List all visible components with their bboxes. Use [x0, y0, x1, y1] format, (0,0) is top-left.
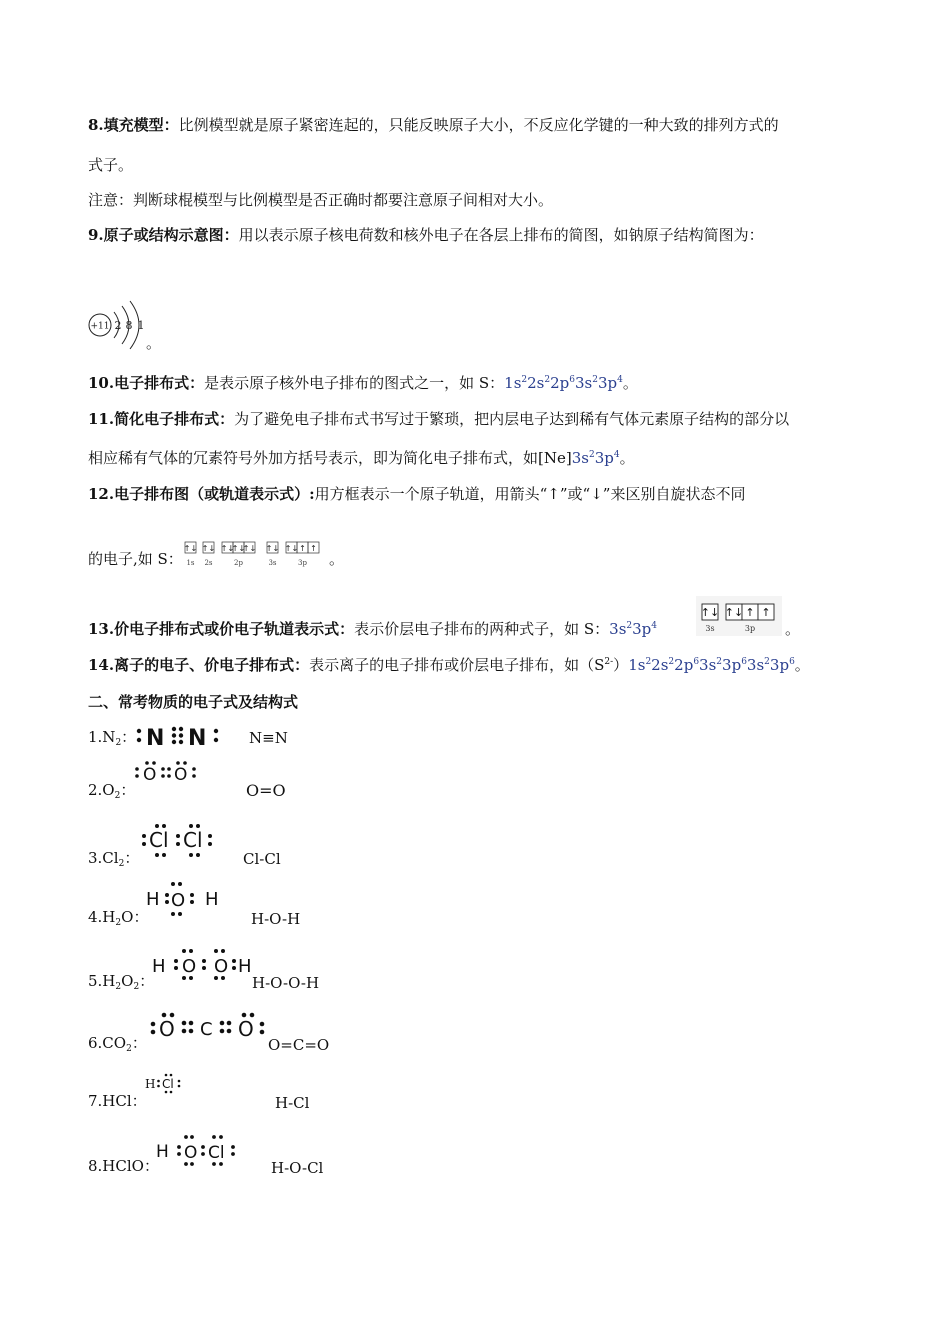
valence-orbital-label-3s: 3s: [705, 624, 715, 633]
molecule-label-hcl: 7.HCl：: [88, 1092, 147, 1110]
s10-formula: $1s^22s^22p^63s^23p^4$: [504, 374, 623, 392]
section-2-title: 二、常考物质的电子式及结构式: [88, 693, 299, 711]
nucleus-charge: +11: [90, 321, 110, 332]
molecule-label-hclo: 8.HClO：: [88, 1157, 159, 1175]
section-8-note: 注意：判断球棍模型与比例模型是否正确时都要注意原子间相对大小。: [88, 191, 554, 209]
lewis-co2-atom-1: O: [159, 1017, 175, 1041]
section-12-line1: [88, 487, 745, 502]
section-11-title: 11.简化电子排布式：: [88, 410, 235, 428]
structure-n2: N≡N: [249, 729, 288, 747]
lewis-hclo-atom-1: H: [156, 1142, 169, 1162]
structure-h2o: H-O-H: [251, 910, 301, 928]
lewis-cl2: [140, 822, 216, 862]
section-14-title: 14.离子的电子、价电子排布式：: [88, 656, 310, 674]
lewis-o2: [134, 760, 198, 786]
orbital-label-1s: 1s: [186, 559, 195, 567]
svg-text:↑: ↑: [761, 606, 771, 619]
structure-o2: O=O: [246, 781, 286, 800]
orbital-label-2s: 2s: [204, 559, 213, 567]
section-9-end: 。: [146, 334, 162, 352]
svg-text:↑↓: ↑↓: [184, 544, 198, 553]
section-13-line: [88, 622, 657, 637]
lewis-h2o-atom-2: O: [171, 890, 186, 911]
valence-orbital-label-3p: 3p: [744, 624, 756, 633]
s14-formula: $1s^22s^22p^63s^23p^63s^23p^6$: [628, 656, 795, 674]
section-13-title: 13.价电子排布式或价电子轨道表示式：: [88, 620, 355, 638]
lewis-n2-atom-2: N: [188, 726, 207, 750]
section-11-line1: [88, 412, 789, 427]
svg-text:↑↓: ↑↓: [284, 544, 299, 553]
lewis-h2o-atom-1: H: [146, 889, 160, 910]
orbital-label-3p: 3p: [298, 559, 307, 567]
section-10-line: 10.电子排布式：是表示原子核外电子排布的图式之一，如 S：$1s^22s^22p^63s^23p^4$。: [88, 374, 638, 392]
s12-orbital-diagram: [184, 541, 329, 569]
shell-count-2: 8: [125, 319, 133, 332]
lewis-hclo-atom-2: O: [184, 1143, 198, 1163]
svg-text:↑↓: ↑↓: [220, 544, 235, 553]
section-13-end: 。: [785, 620, 801, 638]
svg-text:↑: ↑: [310, 544, 317, 553]
lewis-co2: [148, 1010, 266, 1044]
lewis-hcl-atom-1: H: [145, 1077, 156, 1091]
section-8-text1: 比例模型就是原子紧密连起的，只能反映原子大小，不反应化学键的一种大致的排列方式的: [178, 116, 779, 134]
molecule-label-h2o: $4.H_2O$：: [88, 908, 149, 928]
lewis-h2o2-atom-3: O: [214, 956, 229, 977]
section-9-line: [88, 228, 764, 243]
s11-formula: $3s^23p^4$: [571, 449, 620, 467]
section-14-line: 14.离子的电子、价电子排布式：表示离子的电子排布或价层电子排布，如$(S^{2-})1s^22s^22p^63s^23p^63s^23p^6$。: [88, 656, 810, 674]
structure-hclo: H-O-Cl: [271, 1159, 324, 1177]
section-12-title: 12.电子排布图（或轨道表示式）:: [88, 485, 315, 503]
orbital-label-3s: 3s: [268, 559, 277, 567]
lewis-h2o2: [150, 946, 252, 984]
svg-text:↑↓: ↑↓: [724, 606, 744, 619]
sodium-atom-diagram: [86, 298, 148, 350]
section-12-end: 。: [329, 550, 345, 568]
lewis-o2-atom-2: O: [174, 765, 188, 785]
section-12-line2: 的电子,如 S：: [88, 550, 183, 568]
lewis-h2o2-atom-4: H: [238, 956, 252, 977]
structure-cl2: Cl-Cl: [243, 850, 281, 868]
structure-co2: O=C=O: [268, 1036, 330, 1054]
lewis-co2-atom-2: C: [200, 1019, 213, 1040]
lewis-h2o2-atom-2: O: [182, 956, 197, 977]
svg-text:↑↓: ↑↓: [700, 606, 720, 619]
section-11-text1: 为了避免电子排布式书写过于繁琐，把内层电子达到稀有气体元素原子结构的部分以: [234, 410, 790, 428]
s13-formula: $3s^23p^4$: [609, 620, 658, 638]
molecule-label-co2: $6.CO_2$：: [88, 1034, 147, 1054]
lewis-cl2-atom-1: Cl: [149, 828, 169, 852]
lewis-hclo: [155, 1133, 239, 1169]
section-10-text: 是表示原子核外电子排布的图式之一，如 S：: [204, 374, 505, 392]
lewis-cl2-atom-2: Cl: [183, 828, 203, 852]
lewis-o2-atom-1: O: [143, 765, 157, 785]
lewis-h2o: [145, 880, 225, 920]
section-11-line2: 相应稀有气体的冗素符号外加方括号表示，即为简化电子排布式，如$[Ne]3s^23p^4$。: [88, 449, 635, 467]
molecule-label-n2: $1.N_2$：: [88, 728, 137, 748]
svg-text:↑: ↑: [745, 606, 755, 619]
shell-count-1: 2: [114, 319, 122, 332]
section-13-text: 表示价层电子排布的两种式子，如 S：: [354, 620, 610, 638]
svg-text:↑↓: ↑↓: [201, 544, 216, 553]
s13-orbital-diagram: [696, 596, 782, 636]
lewis-hcl-atom-2: Cl: [162, 1077, 174, 1091]
svg-text:↑↓: ↑↓: [231, 544, 246, 553]
section-9-text: 用以表示原子核电荷数和核外电子在各层上排布的简图，如钠原子结构简图为：: [238, 226, 764, 244]
lewis-co2-atom-3: O: [238, 1017, 254, 1041]
lewis-n2-atom-1: N: [146, 726, 165, 750]
section-12-text1: 用方框表示一个原子轨道，用箭头“↑”或“↓”来区别自旋状态不同: [314, 485, 746, 503]
section-8-title: 8.填充模型：: [88, 116, 179, 134]
lewis-n2: [134, 722, 224, 750]
orbital-label-2p: 2p: [234, 559, 243, 567]
molecule-label-h2o2: $5.H_2O_2$：: [88, 972, 155, 992]
molecule-label-cl2: $3.Cl_2$：: [88, 849, 140, 869]
lewis-hclo-atom-3: Cl: [208, 1143, 225, 1163]
shell-count-3: 1: [137, 319, 145, 332]
lewis-hcl: [144, 1072, 184, 1096]
section-8-line1: [88, 118, 779, 133]
molecule-label-o2: $2.O_2$：: [88, 781, 136, 801]
section-14-text: 表示离子的电子排布或价层电子排布，如（S: [309, 656, 605, 674]
section-9-title: 9.原子或结构示意图：: [88, 226, 239, 244]
structure-h2o2: H-O-O-H: [252, 974, 320, 992]
lewis-h2o-atom-3: H: [205, 889, 219, 910]
svg-text:↑↓: ↑↓: [242, 544, 257, 553]
section-10-title: 10.电子排布式：: [88, 374, 205, 392]
section-8-line2: 式子。: [88, 156, 134, 174]
svg-text:↑↓: ↑↓: [265, 544, 280, 553]
structure-hcl: H-Cl: [275, 1094, 310, 1112]
svg-text:↑: ↑: [299, 544, 306, 553]
lewis-h2o2-atom-1: H: [152, 956, 166, 977]
